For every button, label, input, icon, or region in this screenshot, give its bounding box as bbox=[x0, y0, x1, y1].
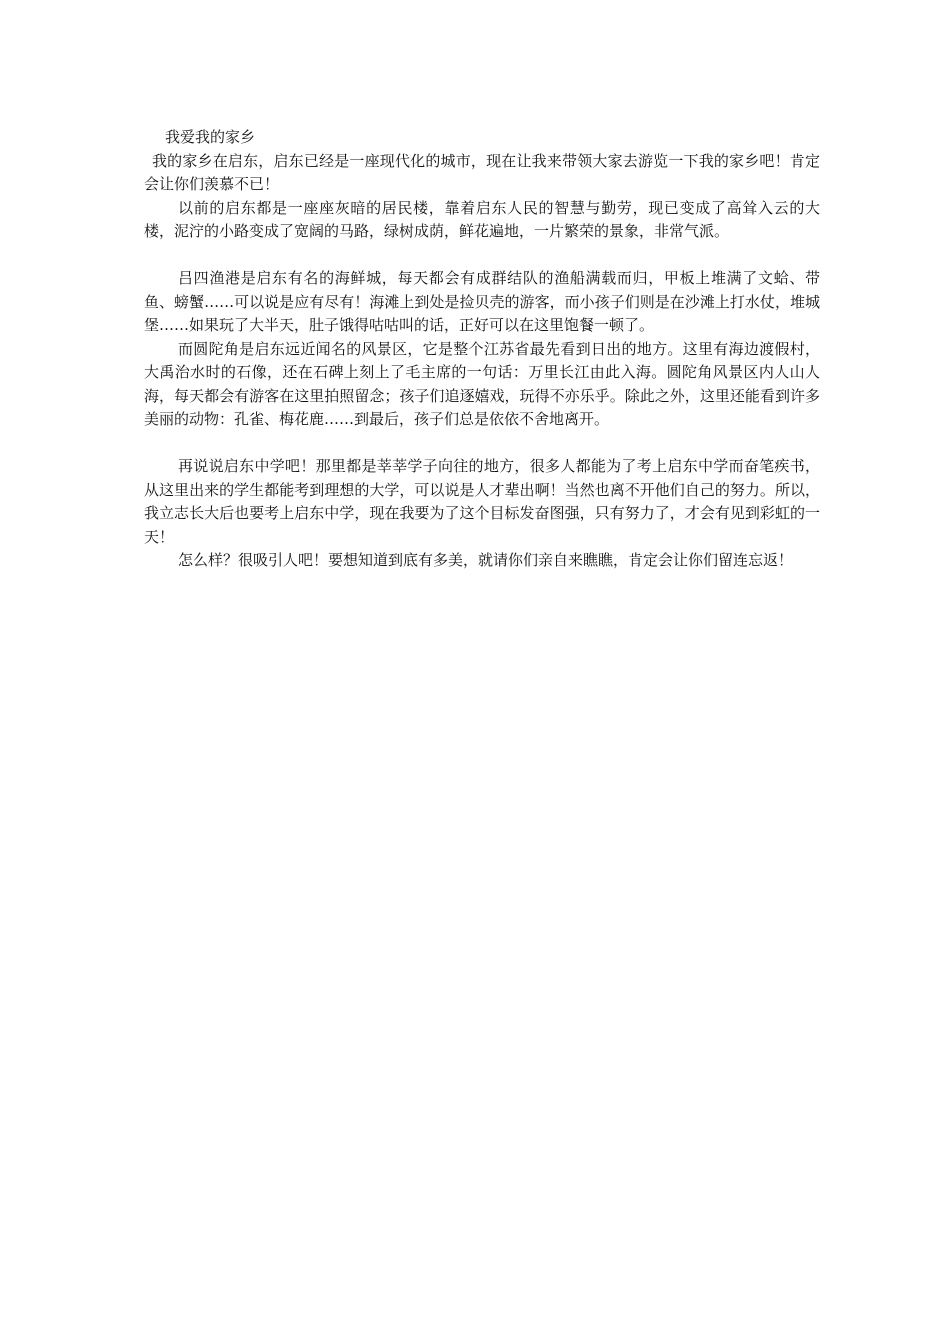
paragraph-lvsi-fishing-port: 吕四渔港是启东有名的海鲜城，每天都会有成群结队的渔船满载而归，甲板上堆满了文蛤、带鱼、螃蟹……可以说是应有尽有！海滩上到处是捡贝壳的游客，而小孩子们则是在沙滩上打水仗，堆城堡……如果玩了大半天，肚子饿得咕咕叫的话，正好可以在这里饱餐一顿了。 bbox=[144, 269, 820, 334]
paragraph-intro: 我的家乡在启东，启东已经是一座现代化的城市，现在让我来带领大家去游览一下我的家乡吧！肯定会让你们羡慕不已！ bbox=[144, 151, 820, 193]
paragraph-spacer bbox=[144, 432, 820, 456]
paragraph-conclusion: 怎么样？很吸引人吧！要想知道到底有多美，就请你们亲自来瞧瞧，肯定会让你们留连忘返！ bbox=[178, 551, 794, 569]
paragraph-yuantuojiao: 而圆陀角是启东远近闻名的风景区，它是整个江苏省最先看到日出的地方。这里有海边渡假村，大禹治水时的石像，还在石碑上刻上了毛主席的一句话：万里长江由此入海。圆陀角风景区内人山人海，每天都会有游客在这里拍照留念；孩子们追逐嬉戏，玩得不亦乐乎。除此之外，这里还能看到许多美丽的动物：孔雀、梅花鹿……到最后，孩子们总是依依不舍地离开。 bbox=[144, 339, 820, 428]
paragraph-spacer bbox=[144, 244, 820, 268]
document-body bbox=[144, 126, 820, 573]
paragraph-past-and-present: 以前的启东都是一座座灰暗的居民楼，靠着启东人民的智慧与勤劳，现已变成了高耸入云的大楼，泥泞的小路变成了宽阔的马路，绿树成荫，鲜花遍地，一片繁荣的景象，非常气派。 bbox=[144, 198, 820, 240]
paragraph-qidong-middle-school: 再说说启东中学吧！那里都是莘莘学子向往的地方，很多人都能为了考上启东中学而奋笔疾书，从这里出来的学生都能考到理想的大学，可以说是人才辈出啊！当然也离不开他们自己的努力。所以，我立志长大后也要考上启东中学，现在我要为了这个目标发奋图强，只有努力了，才会有见到彩虹的一天！ bbox=[144, 457, 820, 546]
document-title: 我爱我的家乡 bbox=[165, 128, 256, 146]
